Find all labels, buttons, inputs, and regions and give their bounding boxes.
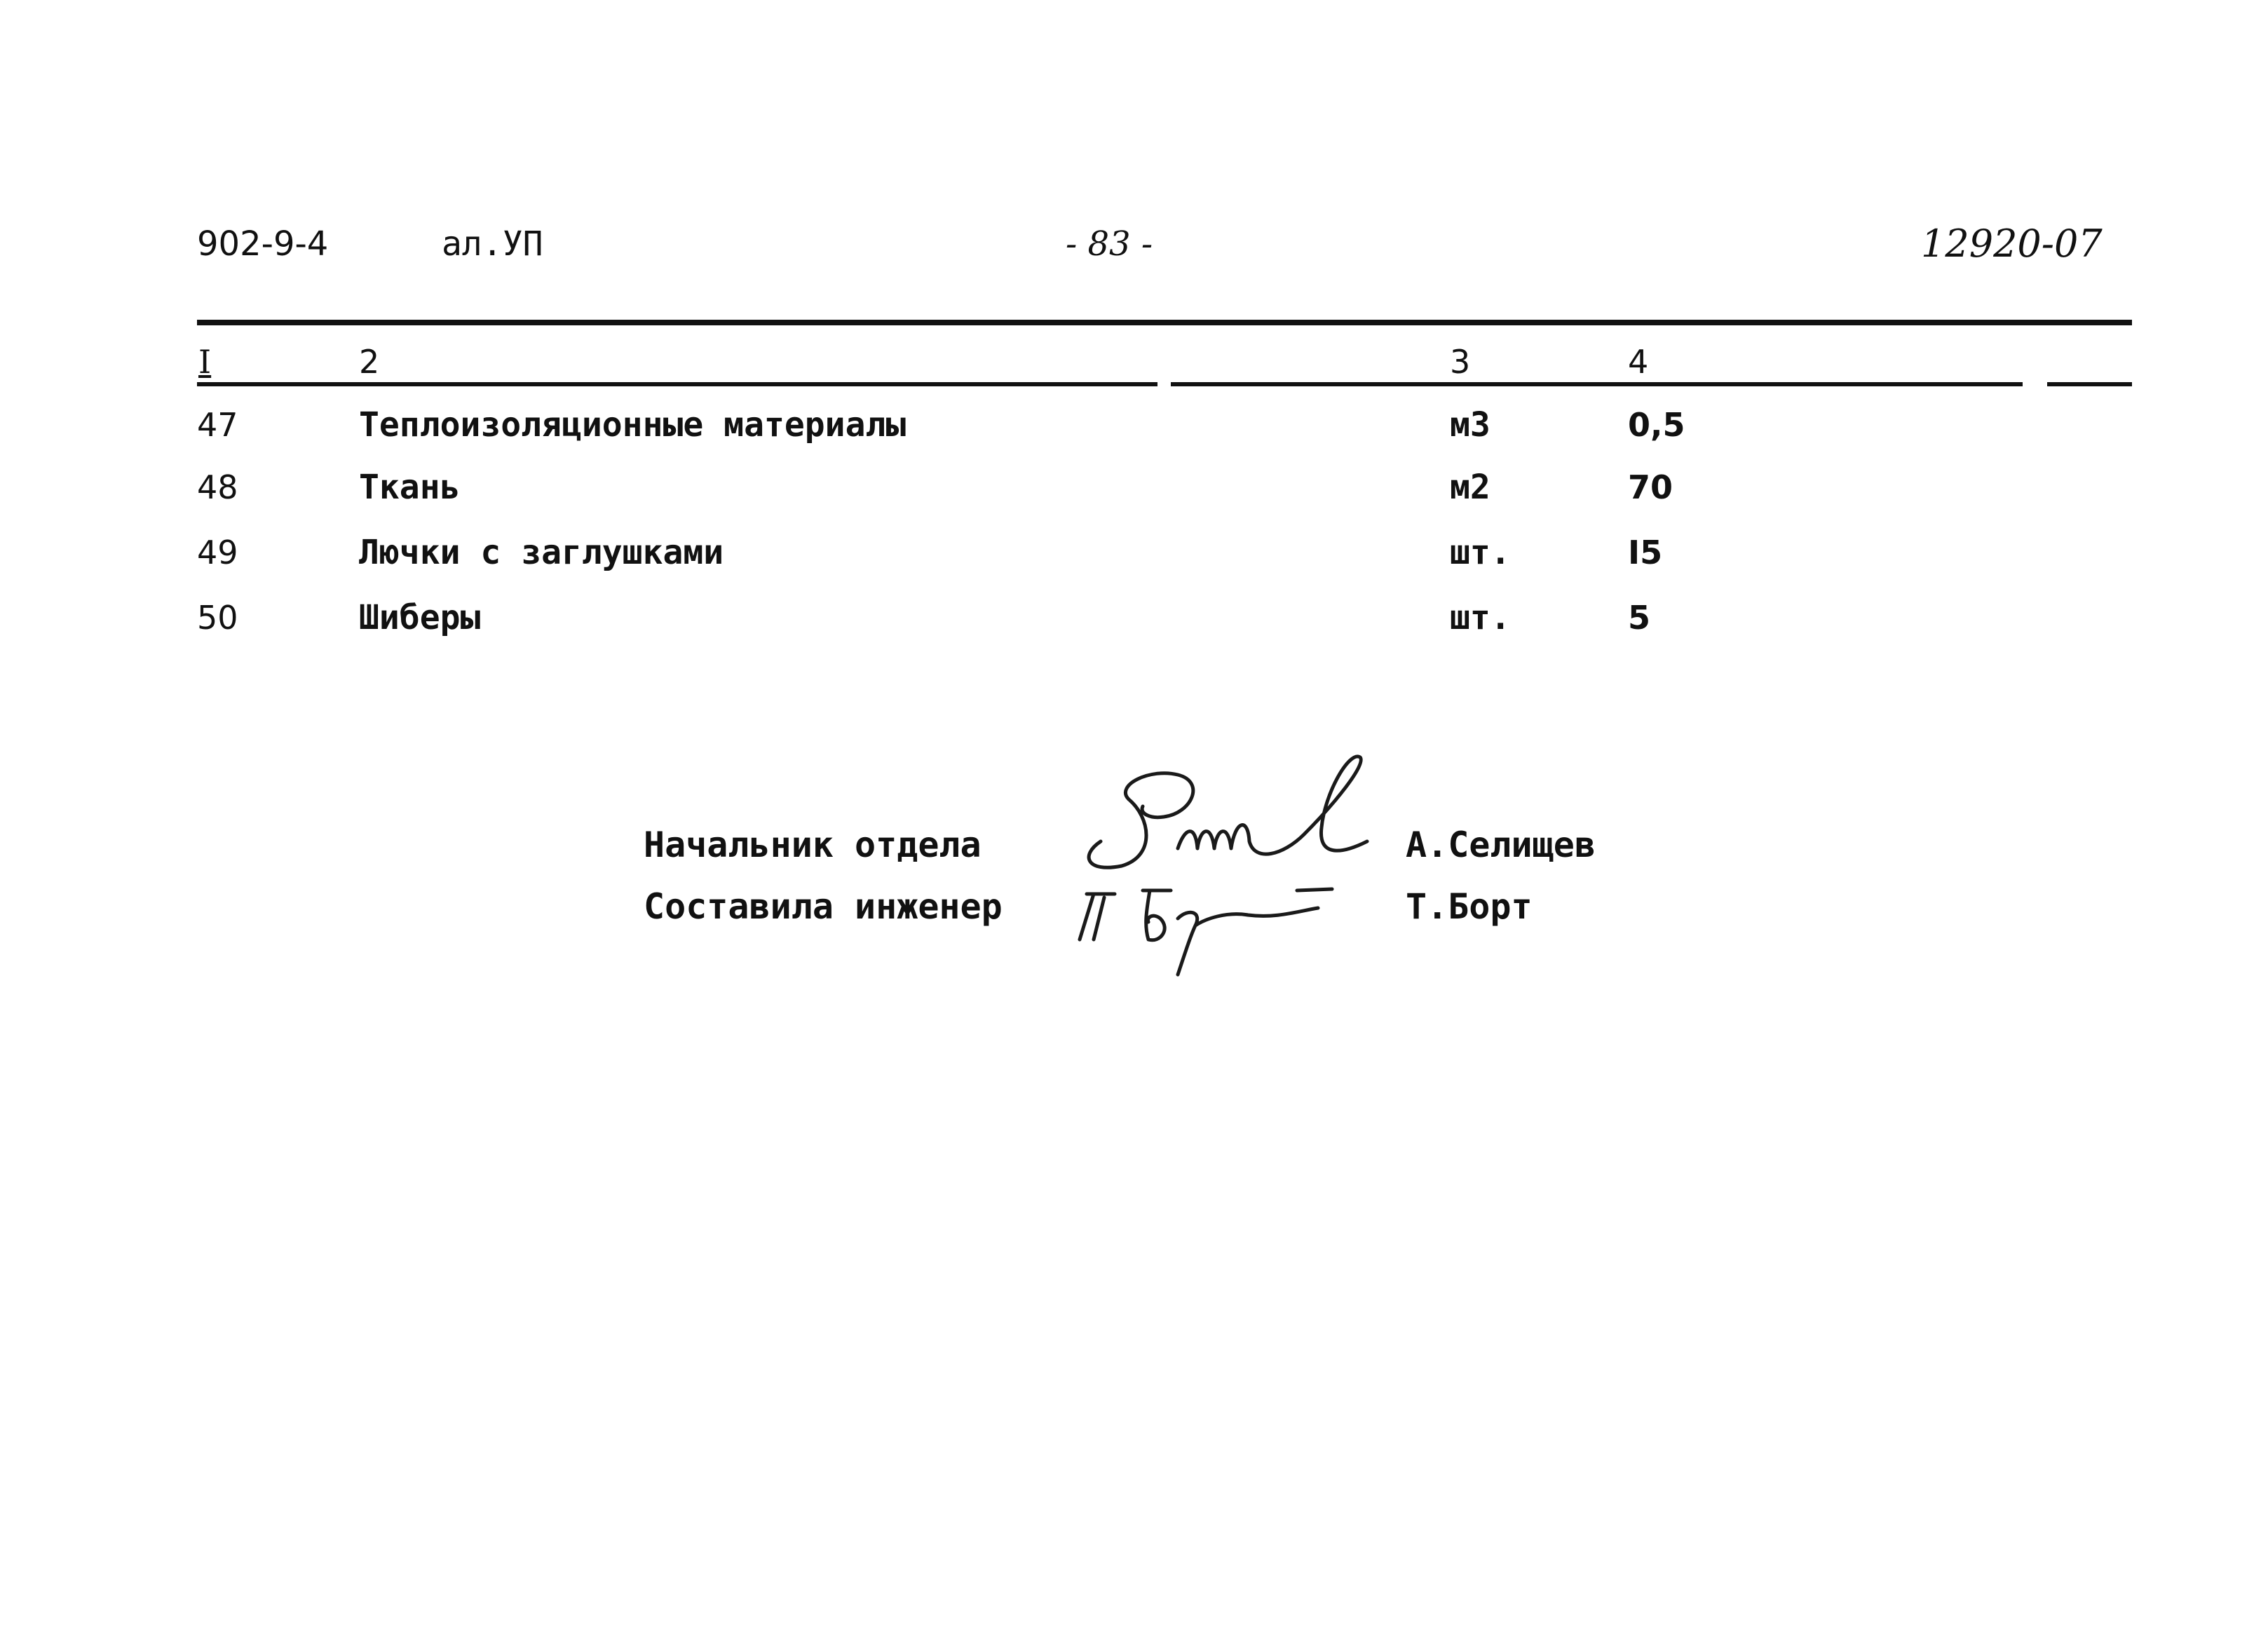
row-unit: шт. [1450,598,1511,637]
handwritten-signature [1066,869,1360,982]
row-unit: м3 [1450,405,1491,445]
signatory-name: А.Селищев [1406,825,1596,865]
row-quantity: 0,5 [1628,406,1685,444]
row-number: 48 [197,468,238,506]
signatory-name: Т.Борт [1406,886,1533,927]
row-unit: м2 [1450,468,1491,507]
column-header-3: 3 [1450,343,1471,381]
document-number: 12920-07 [1921,222,2103,266]
row-name: Шиберы [359,598,481,637]
row-quantity: 70 [1628,468,1673,506]
document-code: 902-9-4 [197,224,329,264]
row-quantity: I5 [1628,534,1663,571]
column-header-2: 2 [359,343,380,381]
signatory-title: Составила инженер [644,886,1003,927]
header-underline-middle [1171,382,2023,386]
header-underline-right [2047,382,2132,386]
row-name: Лючки с заглушками [359,533,724,572]
page-number: - 83 - [1066,224,1153,264]
row-quantity: 5 [1628,599,1651,637]
row-number: 47 [197,406,238,444]
row-number: 49 [197,534,238,571]
table-top-rule [197,320,2132,325]
row-number: 50 [197,599,238,637]
row-unit: шт. [1450,533,1511,572]
row-name: Ткань [359,468,461,507]
handwritten-signature [1073,750,1409,883]
header-underline-left [197,382,1157,386]
column-header-1: I [198,343,212,381]
album-label: ал.УП [442,224,543,264]
signatory-title: Начальник отдела [644,825,982,865]
row-name: Теплоизоляционные материалы [359,405,906,445]
column-header-4: 4 [1628,343,1649,381]
